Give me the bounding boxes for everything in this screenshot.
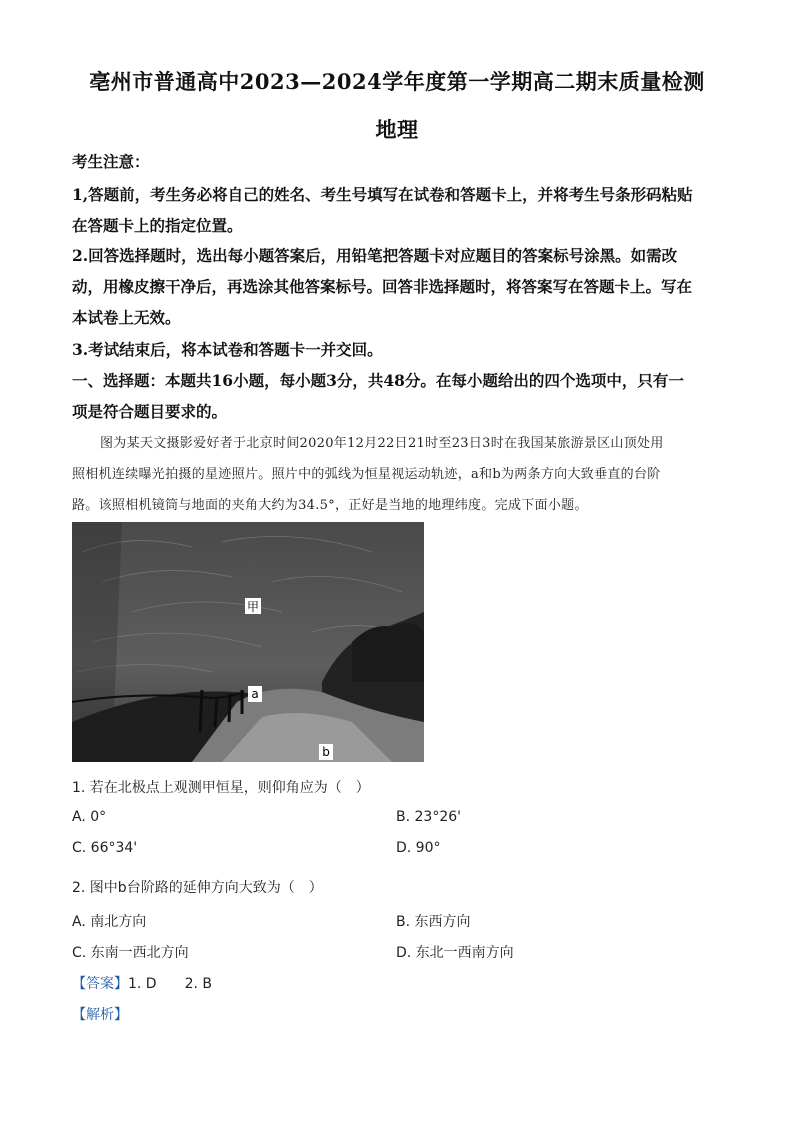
question-option: C. 东南一西北方向 <box>72 945 189 961</box>
answer-label: 【答案】 <box>72 976 128 992</box>
notice-heading: 考生注意： <box>72 152 150 171</box>
section-heading: 一、选择题：本题共16小题，每小题3分，共48分。在每小题给出的四个选项中，只有一 <box>72 371 684 390</box>
notice-line: 1,答题前，考生务必将自己的姓名、考生号填写在试卷和答题卡上，并将考生号条形码粘贴 <box>72 185 693 204</box>
passage-line: 路。该照相机镜筒与地面的夹角大约为34.5°，正好是当地的地理纬度。完成下面小题。 <box>72 498 588 513</box>
question-stem: 2. 图中b台阶路的延伸方向大致为（ ） <box>72 880 323 896</box>
passage-line: 图为某天文摄影爱好者于北京时间2020年12月22日21时至23日3时在我国某旅游景区山顶处用 <box>100 436 664 451</box>
photo-label-a: a <box>251 687 259 701</box>
photo-label-b: b <box>322 745 330 759</box>
star-trail-photo <box>72 522 424 762</box>
notice-line: 动，用橡皮擦干净后，再选涂其他答案标号。回答非选择题时，将答案写在答题卡上。写在 <box>72 277 693 296</box>
analysis-label: 【解析】 <box>72 1007 128 1023</box>
passage-line: 照相机连续曝光拍摄的星迹照片。照片中的弧线为恒星视运动轨迹，a和b为两条方向大致垂直的台阶 <box>72 467 661 482</box>
question-option: B. 23°26' <box>396 809 461 825</box>
answer-text: 1. D 2. B <box>128 976 212 992</box>
section-heading-cont: 项是符合题目要求的。 <box>72 402 228 421</box>
question-option: A. 0° <box>72 809 107 825</box>
notice-line: 3.考试结束后，将本试卷和答题卡一并交回。 <box>72 340 383 359</box>
page-title: 亳州市普通高中2023—2024学年度第一学期高二期末质量检测 <box>89 69 705 94</box>
question-option: B. 东西方向 <box>396 914 471 930</box>
question-option: C. 66°34' <box>72 840 138 856</box>
notice-line: 2.回答选择题时，选出每小题答案后，用铅笔把答题卡对应题目的答案标号涂黑。如需改 <box>72 246 678 265</box>
question-option: A. 南北方向 <box>72 914 147 930</box>
subject-title: 地理 <box>375 117 419 142</box>
photo-label-star: 甲 <box>246 600 260 614</box>
question-option: D. 东北一西南方向 <box>396 945 514 961</box>
notice-line: 在答题卡上的指定位置。 <box>72 216 243 235</box>
question-stem: 1. 若在北极点上观测甲恒星，则仰角应为（ ） <box>72 780 370 796</box>
question-option: D. 90° <box>396 840 441 856</box>
notice-line: 本试卷上无效。 <box>72 308 181 327</box>
answer-line <box>72 973 212 993</box>
